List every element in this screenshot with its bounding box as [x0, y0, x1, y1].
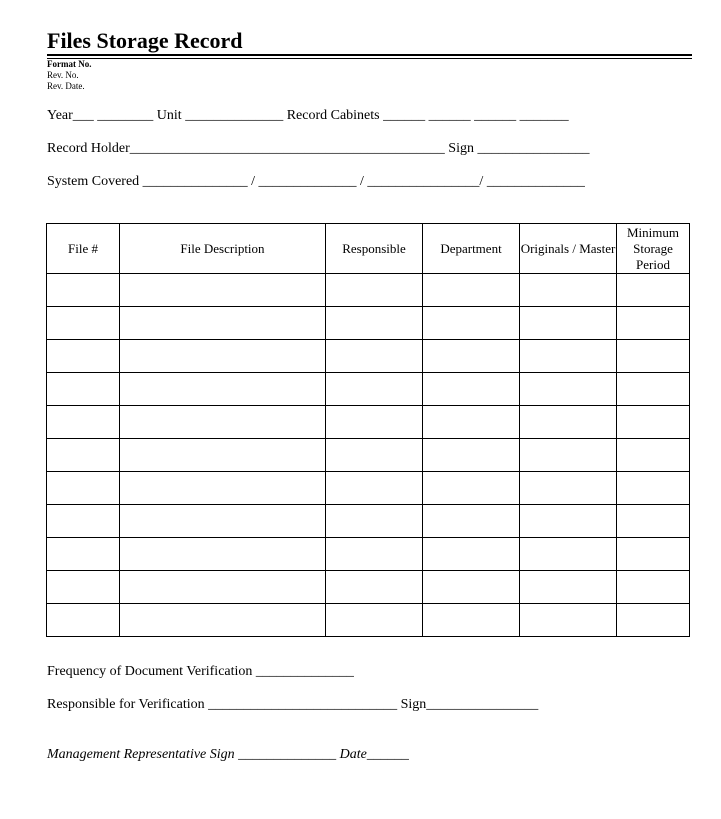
year-unit-cabinets-field[interactable]: Year___ ________ Unit ______________ Record Cabinets ______ ______ ______ _______: [47, 108, 569, 123]
column-header: [120, 224, 326, 274]
table-header-row: [47, 224, 690, 274]
table-cell[interactable]: [423, 406, 520, 439]
column-header: [423, 224, 520, 274]
table-cell[interactable]: [120, 307, 326, 340]
table-row: [47, 406, 690, 439]
column-header-label: Originals / Master: [520, 240, 616, 256]
table-cell[interactable]: [617, 340, 690, 373]
table-cell[interactable]: [47, 472, 120, 505]
table-cell[interactable]: [617, 373, 690, 406]
table-cell[interactable]: [120, 505, 326, 538]
page-title: Files Storage Record: [47, 28, 243, 53]
table-cell[interactable]: [120, 571, 326, 604]
table-cell[interactable]: [120, 406, 326, 439]
table-cell[interactable]: [520, 505, 617, 538]
table-cell[interactable]: [47, 274, 120, 307]
table-cell[interactable]: [120, 439, 326, 472]
table-cell[interactable]: [47, 538, 120, 571]
management-sign-blank[interactable]: ______________: [234, 747, 337, 762]
column-header-label: Minimum Storage Period: [626, 224, 679, 272]
table-cell[interactable]: [326, 538, 423, 571]
table-row: [47, 373, 690, 406]
table-cell[interactable]: [520, 439, 617, 472]
table-cell[interactable]: [47, 307, 120, 340]
table-cell[interactable]: [47, 340, 120, 373]
table-cell[interactable]: [47, 505, 120, 538]
table-row: [47, 538, 690, 571]
table-body: [47, 274, 690, 637]
table-row: [47, 472, 690, 505]
table-cell[interactable]: [120, 604, 326, 637]
table-cell[interactable]: [617, 406, 690, 439]
date-blank[interactable]: ______: [366, 747, 409, 762]
column-header: [520, 224, 617, 274]
table-cell[interactable]: [423, 571, 520, 604]
title-divider-thick: [47, 54, 692, 56]
column-header-label: File Description: [180, 240, 265, 256]
table-cell[interactable]: [47, 439, 120, 472]
table-cell[interactable]: [520, 571, 617, 604]
verification-frequency-field[interactable]: Frequency of Document Verification ______________: [47, 664, 354, 679]
table-cell[interactable]: [120, 538, 326, 571]
table-cell[interactable]: [617, 571, 690, 604]
table-row: [47, 505, 690, 538]
table-cell[interactable]: [47, 373, 120, 406]
table-row: [47, 307, 690, 340]
column-header: [617, 224, 690, 274]
table-cell[interactable]: [617, 505, 690, 538]
table-cell[interactable]: [326, 505, 423, 538]
table-cell[interactable]: [47, 604, 120, 637]
table-cell[interactable]: [326, 340, 423, 373]
table-cell[interactable]: [326, 472, 423, 505]
column-header-label: Responsible: [342, 240, 406, 256]
table-cell[interactable]: [423, 340, 520, 373]
rev-date-label: Rev. Date.: [47, 81, 85, 91]
management-sign-label: Management Representative Sign: [47, 747, 235, 762]
table-cell[interactable]: [423, 307, 520, 340]
table-cell[interactable]: [617, 439, 690, 472]
table-cell[interactable]: [423, 373, 520, 406]
table-cell[interactable]: [520, 307, 617, 340]
record-holder-field[interactable]: Record Holder_____________________________________________ Sign ________________: [47, 141, 590, 156]
table-cell[interactable]: [120, 274, 326, 307]
document-meta: [47, 59, 92, 92]
table-cell[interactable]: [120, 373, 326, 406]
table-row: [47, 604, 690, 637]
table-cell[interactable]: [47, 571, 120, 604]
table-cell[interactable]: [617, 604, 690, 637]
table-row: [47, 571, 690, 604]
table-cell[interactable]: [520, 274, 617, 307]
date-label: Date: [336, 747, 367, 762]
table-row: [47, 274, 690, 307]
table-cell[interactable]: [423, 472, 520, 505]
table-cell[interactable]: [617, 307, 690, 340]
table-cell[interactable]: [47, 406, 120, 439]
table-cell[interactable]: [423, 439, 520, 472]
column-header-label: File #: [68, 240, 98, 256]
title-divider-thin: [47, 58, 692, 59]
table-cell[interactable]: [520, 604, 617, 637]
table-cell[interactable]: [520, 406, 617, 439]
table-cell[interactable]: [520, 538, 617, 571]
table-row: [47, 439, 690, 472]
system-covered-field[interactable]: System Covered _______________ / ______________ / ________________/ ______________: [47, 174, 585, 189]
table-cell[interactable]: [520, 340, 617, 373]
column-header: [47, 224, 120, 274]
table-cell[interactable]: [423, 274, 520, 307]
format-no-label: Format No.: [47, 59, 92, 69]
table-cell[interactable]: [120, 340, 326, 373]
column-header: [326, 224, 423, 274]
table-cell[interactable]: [423, 604, 520, 637]
table-cell[interactable]: [326, 439, 423, 472]
table-cell[interactable]: [423, 505, 520, 538]
verification-responsible-field[interactable]: Responsible for Verification ___________________________ Sign________________: [47, 697, 539, 712]
table-cell[interactable]: [423, 538, 520, 571]
table-cell[interactable]: [326, 274, 423, 307]
files-storage-table: [46, 223, 690, 637]
table-cell[interactable]: [326, 373, 423, 406]
table-cell[interactable]: [326, 406, 423, 439]
table-cell[interactable]: [326, 571, 423, 604]
table-cell[interactable]: [617, 274, 690, 307]
table-cell[interactable]: [326, 604, 423, 637]
table-cell[interactable]: [326, 307, 423, 340]
column-header-label: Department: [440, 240, 502, 256]
table-cell[interactable]: [520, 472, 617, 505]
table-cell[interactable]: [520, 373, 617, 406]
rev-no-label: Rev. No.: [47, 70, 79, 80]
table-cell[interactable]: [617, 472, 690, 505]
table-cell[interactable]: [617, 538, 690, 571]
table-cell[interactable]: [120, 472, 326, 505]
table-row: [47, 340, 690, 373]
management-sign-line: [47, 747, 409, 763]
